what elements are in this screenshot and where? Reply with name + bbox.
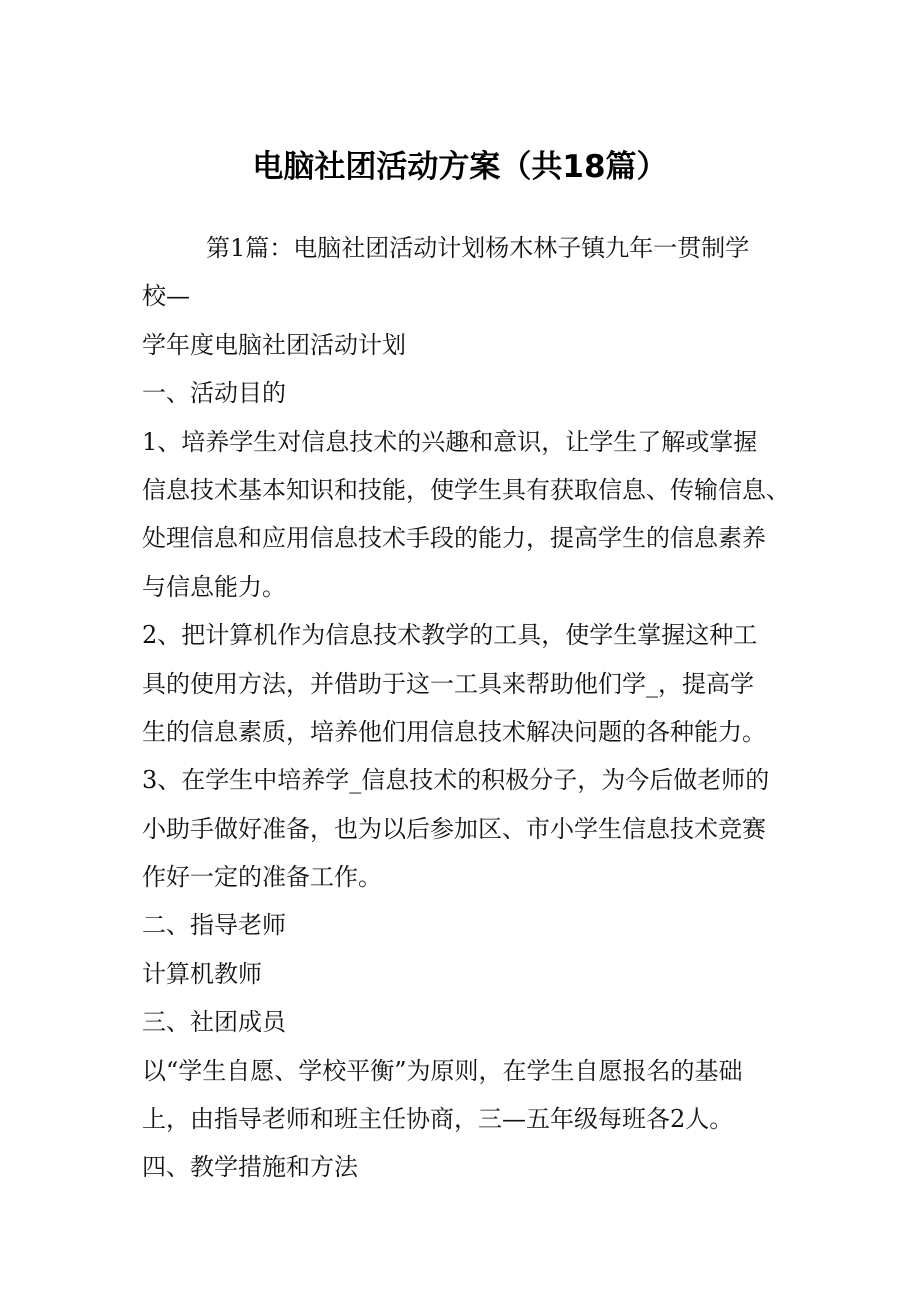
paragraph-line: 2、把计算机作为信息技术教学的工具，使学生掌握这种工 xyxy=(142,621,758,650)
paragraph-line: 以“学生自愿、学校平衡”为原则，在学生自愿报名的基础 xyxy=(142,1056,743,1085)
paragraph-line: 作好一定的准备工作。 xyxy=(142,863,382,892)
paragraph-line: 校— xyxy=(142,282,190,311)
paragraph-line: 与信息能力。 xyxy=(142,572,286,601)
paragraph-line: 处理信息和应用信息技术手段的能力，提高学生的信息素养 xyxy=(142,524,766,553)
section-heading: 三、社团成员 xyxy=(142,1008,286,1037)
section-heading: 二、指导老师 xyxy=(142,911,286,940)
paragraph-line: 3、在学生中培养学_信息技术的积极分子，为今后做老师的 xyxy=(142,766,770,795)
paragraph-line: 第1篇：电脑社团活动计划杨木林子镇九年一贯制学 xyxy=(206,234,750,262)
document-body xyxy=(142,224,792,1192)
section-heading: 四、教学措施和方法 xyxy=(142,1153,358,1182)
paragraph-line: 学年度电脑社团活动计划 xyxy=(142,330,406,359)
paragraph-line: 信息技术基本知识和技能，使学生具有获取信息、传输信息、 xyxy=(142,475,790,504)
paragraph-line: 具的使用方法，并借助于这一工具来帮助他们学_，提高学 xyxy=(142,669,754,698)
section-heading: 一、活动目的 xyxy=(142,379,286,408)
document-title: 电脑社团活动方案（共18篇） xyxy=(252,149,668,185)
paragraph-line: 计算机教师 xyxy=(142,959,262,988)
paragraph-line: 1、培养学生对信息技术的兴趣和意识，让学生了解或掌握 xyxy=(142,427,758,456)
paragraph-line: 上，由指导老师和班主任协商，三—五年级每班各2人。 xyxy=(142,1105,734,1134)
paragraph-line: 小助手做好准备，也为以后参加区、市小学生信息技术竞赛 xyxy=(142,814,766,843)
paragraph-line: 生的信息素质，培养他们用信息技术解决问题的各种能力。 xyxy=(142,717,766,746)
